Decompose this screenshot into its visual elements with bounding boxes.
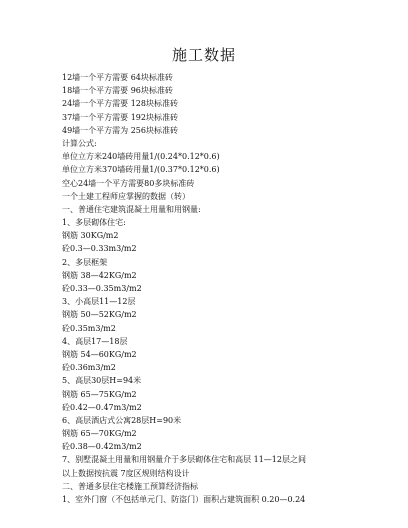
text-line: 砼0.33—0.35m3/m2 [62,284,142,293]
text-line: 钢筋 54—60KG/m2 [62,349,137,359]
text-line: 钢筋 65—75KG/m2 [62,389,137,399]
text-line: 3、小高层11—12层 [62,297,136,307]
text-line: 1、多层砌体住宅: [62,218,126,228]
text-line: 24墙一个平方需要 128块标准砖 [62,99,178,109]
text-line: 7、别墅混凝土用量和用钢量介于多层砌体住宅和高层 11—12层之间 [62,455,306,465]
text-line: 计算公式: [62,138,97,148]
text-line: 6、高层酒店式公寓28层H=90米 [62,415,182,425]
text-line: 5、高层30层H=94米 [62,376,142,386]
text-line: 一个土建工程师应掌握的数据（转） [62,191,190,201]
text-line: 空心24墙一个平方需要80多块标准砖 [62,178,195,188]
text-line: 以上数据按抗震 7度区规则结构设计 [62,468,190,478]
text-line: 钢筋 38—42KG/m2 [62,270,137,280]
text-line: 钢筋 50—52KG/m2 [62,310,137,320]
text-line: 12墙一个平方需要 64块标准砖 [62,73,173,82]
text-line: 钢筋 65—70KG/m2 [62,429,137,439]
text-line: 砼0.38—0.42m3/m2 [62,442,142,452]
document-title: 施工数据 [171,46,236,64]
text-line: 一、普通住宅建筑混凝土用量和用钢量: [62,204,201,214]
text-line: 单位立方米240墙砖用量1/(0.24*0.12*0.6) [62,152,220,162]
text-line: 37墙一个平方需要 192块标准砖 [62,112,178,122]
text-line: 砼0.36m3/m2 [62,363,116,373]
text-line: 4、高层17—18层 [62,336,128,346]
text-line: 砼0.35m3/m2 [62,323,116,333]
text-line: 砼0.3—0.33m3/m2 [62,244,137,254]
text-line: 2、多层框架 [62,257,108,267]
text-line: 49墙一个平方需为 256块标准砖 [62,125,178,135]
text-line: 18墙一个平方需要 96块标准砖 [62,86,173,96]
text-line: 二、普通多层住宅楼施工预算经济指标 [62,481,198,491]
document-body [62,71,402,506]
text-line: 钢筋 30KG/m2 [62,231,119,241]
text-line: 单位立方米370墙砖用量1/(0.37*0.12*0.6) [62,165,220,175]
text-line: 1、室外门窗（不包括单元门、防盗门）面积占建筑面积 0.20—0.24 [62,495,306,504]
text-line: 砼0.42—0.47m3/m2 [62,402,142,412]
